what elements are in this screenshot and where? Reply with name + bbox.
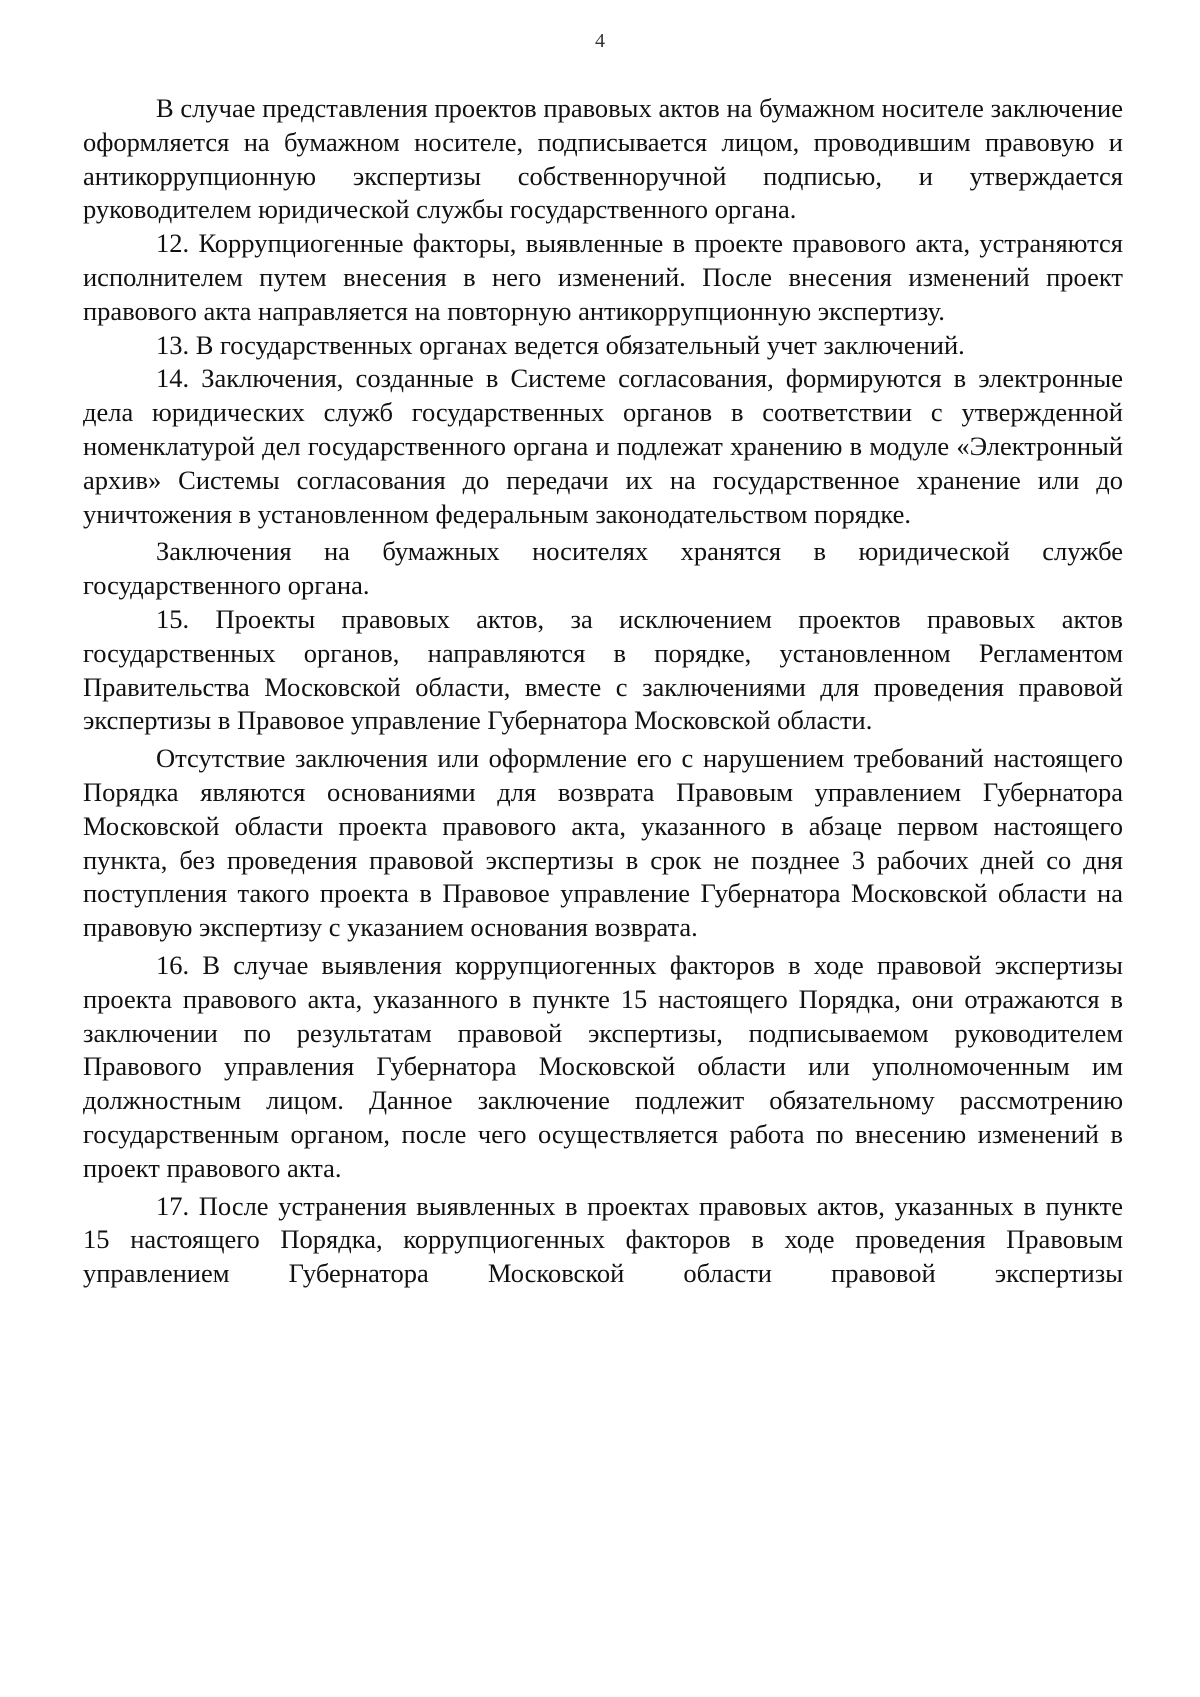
paragraph-item-12: 12. Коррупциогенные факторы, выявленные в проекте правового акта, устраняются исполнителем путем внесения в него изменений. После внесения изменений проект правового акта направляется на повторную антикоррупционную экспертизу. [83, 228, 1123, 326]
paragraph-paper-storage: Заключения на бумажных носителях хранятся в юридической службе государственного органа. [83, 536, 1123, 601]
page-number: 4 [595, 30, 605, 52]
document-body [83, 92, 1123, 1291]
paragraph-item-14: 14. Заключения, созданные в Системе согласования, формируются в электронные дела юридических служб государственных органов в соответствии с утвержденной номенклатурой дел государственного органа и подлежат хранению в модуле «Электронный архив» Системы согласования до передачи их на государственное хранение или до уничтожения в установленном федеральным законодательством порядке. [83, 363, 1123, 529]
paragraph-item-13: 13. В государственных органах ведется обязательный учет заключений. [156, 329, 965, 360]
paragraph-item-15: 15. Проекты правовых актов, за исключением проектов правовых актов государственных органов, направляются в порядке, установленном Регламентом Правительства Московской области, вместе с заключениями для проведения правовой экспертизы в Правовое управление Губернатора Московской области. [83, 603, 1123, 736]
paragraph-absence-of-conclusion: Отсутствие заключения или оформление его с нарушением требований настоящего Порядка являются основаниями для возврата Правовым управлением Губернатора Московской области проекта правового акта, указанного в абзаце первом настоящего пункта, без проведения правовой экспертизы в срок не позднее 3 рабочих дней со дня поступления такого проекта в Правовое управление Губернатора Московской области на правовую экспертизу с указанием основания возврата. [83, 743, 1123, 943]
paragraph-item-16: 16. В случае выявления коррупциогенных факторов в ходе правовой экспертизы проекта правового акта, указанного в пункте 15 настоящего Порядка, они отражаются в заключении по результатам правовой экспертизы, подписываемом руководителем Правового управления Губернатора Московской области или уполномоченным им должностным лицом. Данное заключение подлежит обязательному рассмотрению государственным органом, после чего осуществляется работа по внесению изменений в проект правового акта. [83, 949, 1123, 1183]
paragraph-item-17: 17. После устранения выявленных в проектах правовых актов, указанных в пункте 15 настоящего Порядка, коррупциогенных факторов в ходе проведения Правовым управлением Губернатора Московской области правовой экспертизы [83, 1190, 1123, 1289]
paragraph-paper-conclusion: В случае представления проектов правовых актов на бумажном носителе заключение оформляется на бумажном носителе, подписывается лицом, проводившим правовую и антикоррупционную экспертизы собственноручной подписью, и утверждается руководителем юридической службы государственного органа. [83, 93, 1123, 225]
